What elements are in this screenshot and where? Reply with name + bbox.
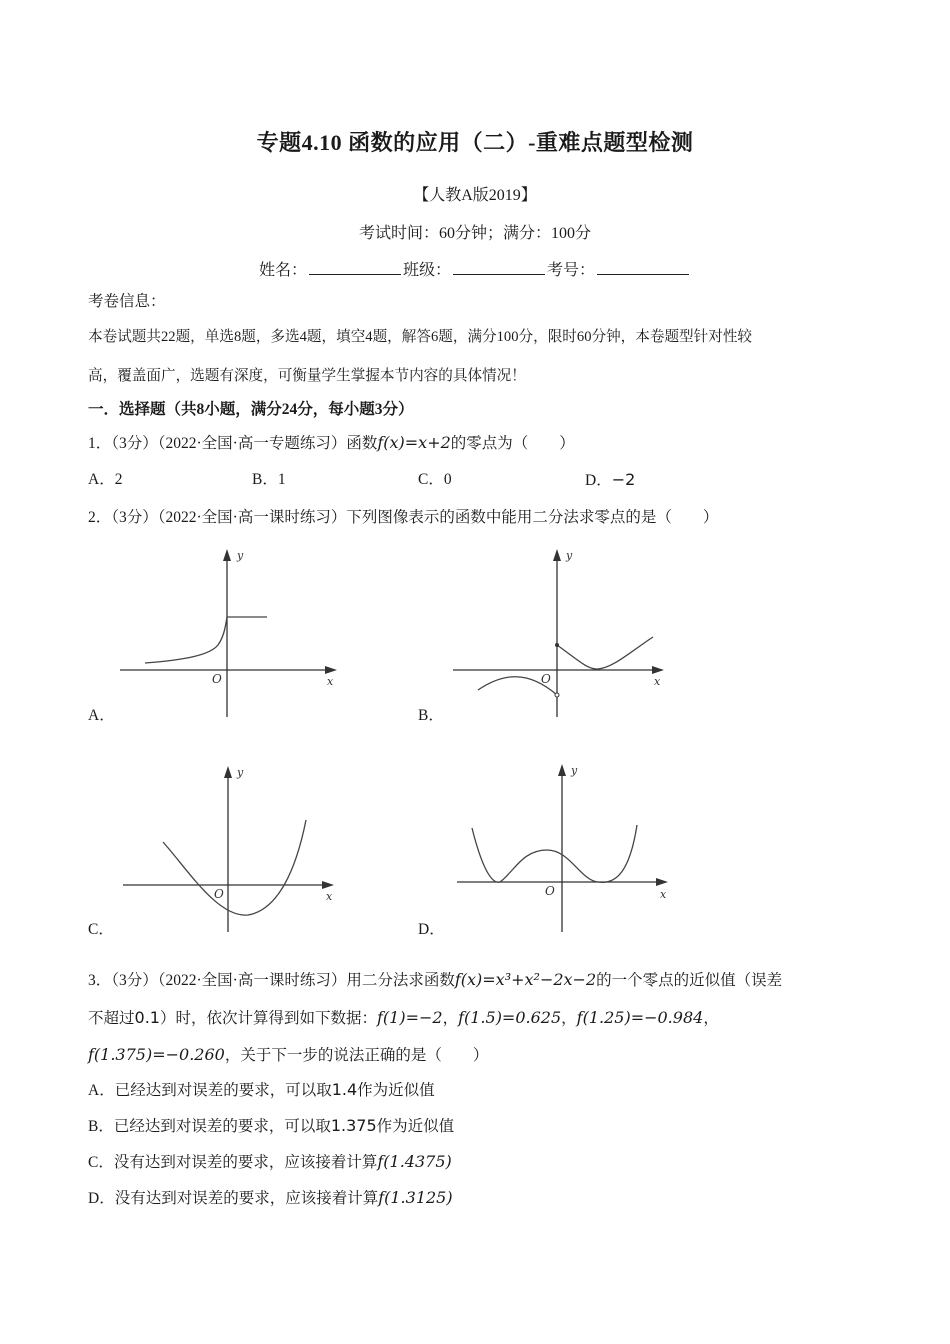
student-info-row [0,257,950,280]
question-3-line-2 [88,1008,719,1029]
q3-formula: f(x)=x³+x²−2x−2 [454,970,597,989]
name-blank[interactable] [309,260,401,275]
info-line-2: 高，覆盖面广，选题有深度，可衡量学生掌握本节内容的具体情况！ [88,368,526,384]
graph-c [118,760,348,940]
q3-value-f1375: f(1.375)=−0.260 [88,1045,225,1064]
name-label: 姓名： [258,262,307,279]
question-3-line-3 [88,1045,488,1066]
graph-c-origin: O [214,887,224,901]
q1-option-d-label: D． [585,472,612,489]
q3-option-a-tail: 作为近似值 [357,1082,435,1099]
q3-option-b-text: B．已经达到对误差的要求，可以取 [88,1118,331,1135]
q3-option-d-expr: f(1.3125) [378,1188,453,1207]
q3-prefix: 3．（3分）（2022·全国·高一课时练习）用二分法求函数 [88,972,455,989]
q3-option-a[interactable] [88,1080,435,1101]
q1-prefix: 1．（3分）（2022·全国·高一专题练习）函数 [88,435,378,452]
q3-option-c[interactable] [88,1152,452,1173]
q3-suffix: 的一个零点的近似值（误差 [596,972,783,989]
q1-option-b[interactable]: B．1 [252,471,286,488]
graph-b [448,545,678,725]
q1-option-c[interactable]: C．0 [418,471,452,488]
graph-a-y-label: y [237,549,244,562]
q1-option-d[interactable] [585,470,635,491]
class-label: 班级： [402,262,451,279]
q3-line3-suffix: ，关于下一步的说法正确的是（ ） [224,1047,489,1064]
graph-b-y-label: y [566,549,573,562]
q2-option-d[interactable]: D． [418,921,445,938]
q3-option-b-tail: 作为近似值 [376,1118,455,1135]
class-blank[interactable] [453,260,545,275]
question-2: 2．（3分）（2022·全国·高一课时练习）下列图像表示的函数中能用二分法求零点的是（ ） [88,509,719,526]
q2-option-c[interactable]: C． [88,921,114,938]
q2-option-a[interactable]: A． [88,707,115,724]
q3-option-a-text: A．已经达到对误差的要求，可以取 [88,1082,332,1099]
graph-d-x-label: x [660,888,667,901]
graph-d-y-label: y [571,764,578,777]
graph-c-x-label: x [326,890,333,903]
q3-comma-2: ， [561,1010,577,1027]
q3-option-c-expr: f(1.4375) [377,1152,452,1171]
graph-d-origin: O [545,884,555,898]
graph-a [115,545,345,725]
q2-option-b[interactable]: B． [418,707,444,724]
q1-suffix: 的零点为（ ） [450,435,575,452]
q3-option-d[interactable] [88,1188,453,1209]
q1-formula: f(x)=x+2 [377,433,451,452]
graph-a-x-label: x [327,675,334,688]
q3-option-c-text: C．没有达到对误差的要求，应该接着计算 [88,1154,378,1171]
q3-line2-b: ）时，依次计算得到如下数据： [159,1010,377,1027]
graph-b-x-label: x [654,675,661,688]
id-blank[interactable] [597,260,689,275]
id-label: 考号： [547,262,596,279]
q3-option-b[interactable] [88,1116,454,1137]
graph-d [452,760,682,940]
q3-value-f15: f(1.5)=0.625 [458,1008,562,1027]
q3-line2-a: 不超过 [88,1010,135,1027]
q3-tolerance: 0.1 [134,1008,160,1027]
q3-comma-1: ， [442,1010,459,1027]
info-heading: 考卷信息： [88,293,166,310]
question-3-line-1 [88,970,782,991]
graph-b-origin: O [541,672,551,686]
q1-option-a[interactable]: A．2 [88,471,123,488]
edition-label: 【人教A版2019】 [413,187,537,204]
q3-option-b-num: 1.375 [330,1116,377,1135]
q3-comma-3: ， [703,1010,719,1027]
q3-value-f125: f(1.25)=−0.984 [576,1008,704,1027]
q3-value-f1: f(1)=−2 [376,1008,443,1027]
q3-option-a-num: 1.4 [331,1080,358,1099]
section-heading: 一．选择题（共8小题，满分24分，每小题3分） [88,401,414,418]
q3-option-d-text: D．没有达到对误差的要求，应该接着计算 [88,1190,379,1207]
graph-c-y-label: y [237,766,244,779]
q1-option-d-value: −2 [611,470,636,489]
page-title: 专题4.10 函数的应用（二）-重难点题型检测 [256,130,694,155]
exam-info: 考试时间：60分钟；满分：100分 [358,225,591,242]
info-line-1: 本卷试题共22题，单选8题，多选4题，填空4题，解答6题，满分100分，限时60分钟，本卷题型针对性较 [88,329,753,345]
graph-a-origin: O [212,672,222,686]
question-1 [88,433,575,454]
